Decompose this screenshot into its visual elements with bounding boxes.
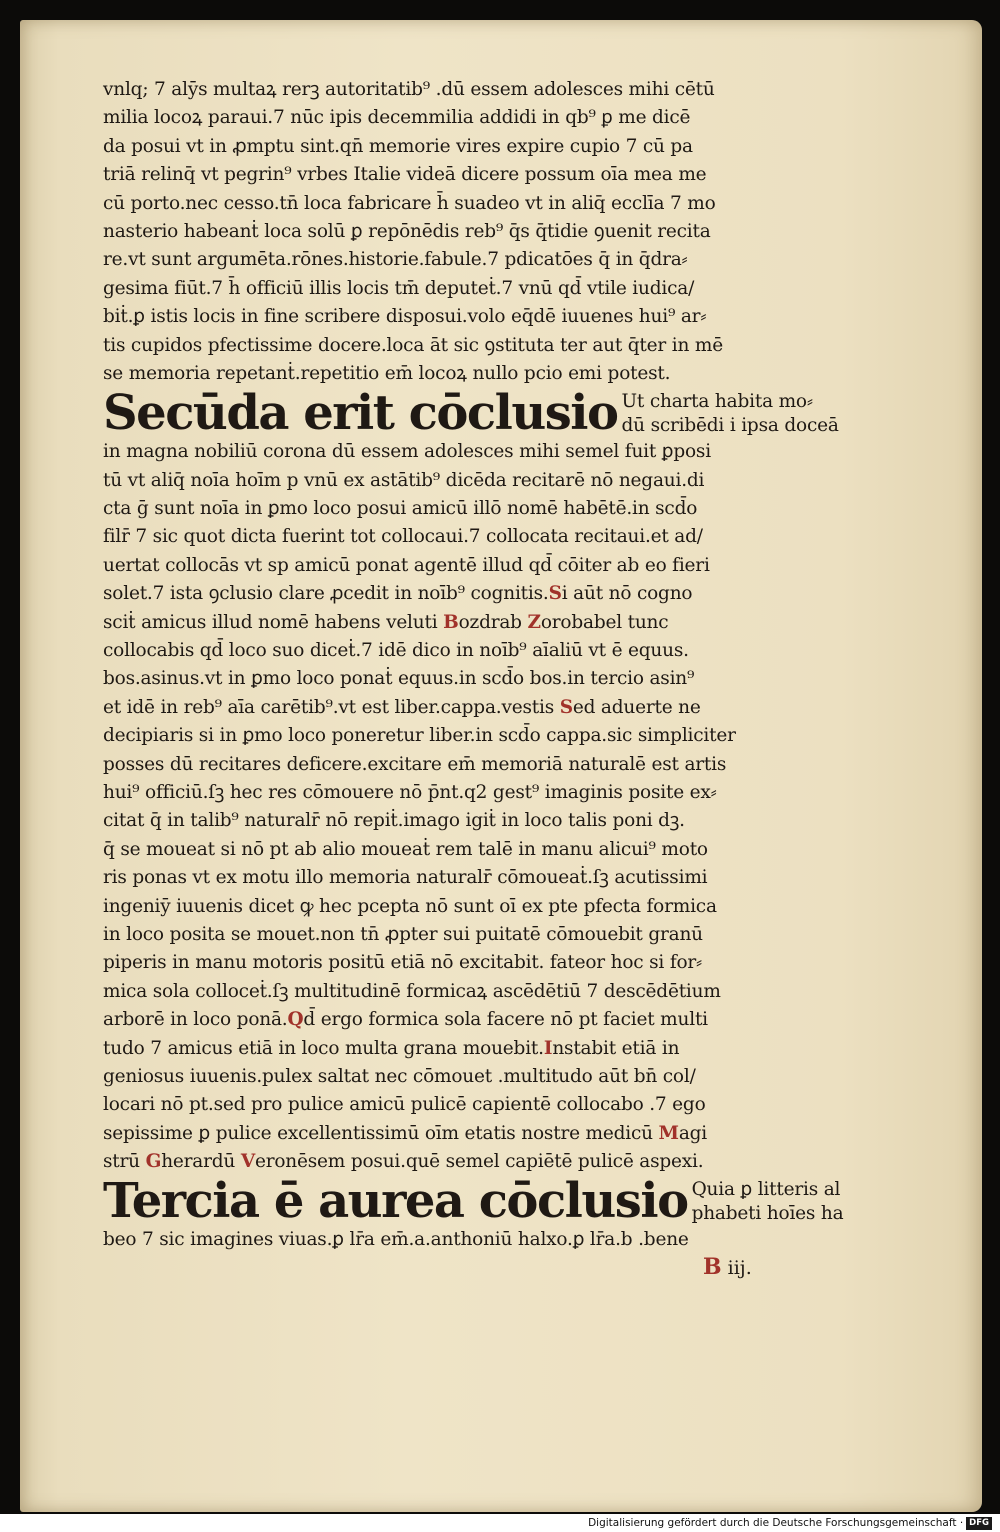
text-line: piperis in manu motoris positū etiā nō excitabit. fateor hoc si for⸗ (103, 952, 703, 974)
heading-tail-line: dū scribēdi i ipsa doceā (621, 415, 839, 437)
text-line: beo 7 sic imagines viuas.ꝑ lr̄a em̄.a.anthoniū halxo.ꝑ lr̄a.b .bene (103, 1229, 689, 1251)
text-line: tū vt aliq̄ noīa hoīm p vnū ex astātib⁹ dicēda recitarē nō negaui.di (103, 469, 705, 491)
rubric-initial: S (548, 583, 562, 605)
text-line: ris ponas vt ex motu illo memoria naturalr̄ cōmoueaṫ.ſꝫ acutissimi (103, 867, 708, 889)
text-line: cta ḡ sunt noīa in ꝑmo loco posui amicū illō nomē habētē.in scd̄o (103, 498, 698, 520)
text-span: nstabit etiā in (552, 1037, 680, 1059)
rubric-initial: M (658, 1122, 679, 1144)
text-span: herardū (161, 1151, 236, 1173)
text-line: bos.asinus.vt in ꝑmo loco ponaṫ equus.in scd̄o bos.in tercio asin⁹ (103, 668, 695, 690)
text-line (103, 1148, 823, 1176)
paragraph-4 (103, 722, 823, 1034)
text-line (103, 1006, 823, 1034)
text-line (103, 1035, 823, 1063)
signature-number: iij. (727, 1257, 752, 1279)
text-span: ozdrab (458, 611, 522, 633)
paragraph-1 (103, 76, 823, 388)
heading-tail-line: Quia ꝑ litteris al (691, 1179, 841, 1201)
rubric-initial: Z (527, 611, 541, 633)
footer-credit-text: Digitalisierung gefördert durch die Deutsche Forschungsgemeinschaft · (588, 1517, 964, 1529)
text-line: triā relinq̄ vt pegrin⁹ vrbes Italie videā dicere possum oīa mea me (103, 164, 707, 186)
text-line: arborē in loco ponā. (103, 1009, 288, 1031)
text-line: re.vt sunt argumēta.rōnes.historie.fabule.7 pdicatōes q̄ in q̄dra⸗ (103, 249, 688, 271)
text-line: hui⁹ officiū.ſꝫ hec res cōmouere nō p̄nt.q2 gest⁹ imaginis posite ex⸗ (103, 781, 717, 803)
text-span: strū (103, 1151, 140, 1173)
text-line: uertat collocās vt sp amicū ponat agentē illud qd̄ cōiter ab eo fieri (103, 554, 710, 576)
text-span: eronēsem posui.quē semel capiētē pulicē aspexi. (254, 1151, 704, 1173)
footer-credit (588, 1514, 992, 1532)
paragraph-2 (103, 438, 823, 580)
text-span: agi (678, 1122, 708, 1144)
text-line: cū porto.nec cesso.tn̄ loca fabricare h̄ suadeo vt in aliq̄ ecclīa 7 mo (103, 192, 716, 214)
text-line: posses dū recitares deficere.excitare em̄ memoriā naturalē est artis (103, 753, 727, 775)
dfg-logo: DFG (966, 1517, 992, 1530)
text-line (103, 580, 823, 608)
text-line: citat q̄ in talib⁹ naturalr̄ nō repiṫ.imago igiṫ in loco talis poni dꝫ. (103, 810, 685, 832)
text-span: et idē in reb⁹ aīa carētib⁹.vt est liber.cappa.vestis (103, 696, 554, 718)
heading-tail (692, 1178, 844, 1226)
text-line (103, 609, 823, 637)
rubric-initial: Q (287, 1009, 304, 1031)
rubric-initial: V (240, 1151, 255, 1173)
heading-tercia (103, 1173, 844, 1230)
text-span: tudo 7 amicus etiā in loco multa grana mouebit. (103, 1037, 544, 1059)
text-line (103, 1120, 823, 1148)
text-line: decipiaris si in ꝑmo loco poneretur liber.in scd̄o cappa.sic simpliciter (103, 725, 736, 747)
text-span: sciṫ amicus illud nomē habens veluti (103, 611, 438, 633)
text-line: tis cupidos pfectissime docere.loca āt sic ꝯstituta ter aut q̄ter in mē (103, 334, 723, 356)
text-line: q̄ se moueat si nō pt ab alio moueaṫ rem talē in manu alicui⁹ moto (103, 838, 708, 860)
text-line: locari nō pt.sed pro pulice amicū pulicē capientē collocabo .7 ego (103, 1094, 706, 1116)
rubric-initial: I (543, 1037, 553, 1059)
text-line (103, 694, 823, 722)
text-line: in loco posita se mouet.non tn̄ ꝓpter sui puitatē cōmouebit granū (103, 923, 703, 945)
heading-secunda (103, 385, 839, 442)
text-span: orobabel tunc (540, 611, 669, 633)
text-line: vnlq; 7 alȳs multaꝝ rerꝫ autoritatib⁹ .dū essem adolesces mihi cētū (103, 79, 715, 100)
text-line: mica sola colloceṫ.ſꝫ multitudinē formicaꝝ ascēdētiū 7 descēdētium (103, 980, 721, 1002)
signature-letter: B (703, 1254, 722, 1280)
page-text (103, 76, 844, 1255)
text-line: in magna nobiliū corona dū essem adolesces mihi semel fuit ꝑposi (103, 441, 711, 463)
text-line: biṫ.ꝑ istis locis in fine scribere disposui.volo eq̄dē iuuenes hui⁹ ar⸗ (103, 306, 707, 328)
heading-tail (622, 390, 839, 438)
heading-tail-line: phabeti hoīes ha (691, 1203, 844, 1225)
text-span: sepissime ꝑ pulice excellentissimū oīm etatis nostre medicū (103, 1122, 653, 1144)
text-line: milia locoꝝ paraui.7 nūc ipis decemmilia addidi in qb⁹ ꝑ me dicē (103, 107, 691, 129)
heading-title: Tercia ē aurea cōclusio (103, 1173, 688, 1230)
text-line: ingeniȳ iuuenis dicet ꝙ hec pcepta nō sunt oī ex pte pfecta formica (103, 895, 717, 917)
text-line: geniosus iuuenis.pulex saltat nec cōmouet .multitudo aūt bn̄ col/ (103, 1065, 696, 1087)
footer-bar (0, 1514, 1000, 1532)
text-span: solet.7 ista ꝯclusio clare ꝓcedit in noīb⁹ cognitis. (103, 583, 549, 605)
rubric-initial: G (145, 1151, 162, 1173)
signature-mark (703, 1254, 752, 1280)
text-line: se memoria repetanṫ.repetitio em̄ locoꝝ nullo pcio emi potest. (103, 362, 671, 384)
rubric-initial: B (443, 611, 459, 633)
heading-title: Secūda erit cōclusio (103, 385, 618, 442)
text-span: d̄ ergo formica sola facere nō pt faciet multi (303, 1009, 708, 1031)
text-line: nasterio habeanṫ loca solū ꝑ repōnēdis reb⁹ q̄s q̄tidie ꝯuenit recita (103, 220, 711, 242)
text-span: i aūt nō cogno (561, 583, 693, 605)
heading-tail-line: Ut charta habita mo⸗ (621, 391, 813, 413)
text-span: ed aduerte ne (572, 696, 701, 718)
rubric-initial: S (559, 696, 573, 718)
text-line: collocabis qd̄ loco suo diceṫ.7 idē dico in noīb⁹ aīaliū vt ē equus. (103, 640, 689, 662)
text-line: gesima fiūt.7 h̄ officiū illis locis tm̄ deputeṫ.7 vnū qd̄ vtile iudica/ (103, 277, 695, 299)
text-line: da posui vt in ꝓmptu sint.qn̄ memorie vires expire cupio 7 cū pa (103, 135, 693, 157)
text-line: filr̄ 7 sic quot dicta fuerint tot collocaui.7 collocata recitaui.et ad/ (103, 526, 703, 548)
